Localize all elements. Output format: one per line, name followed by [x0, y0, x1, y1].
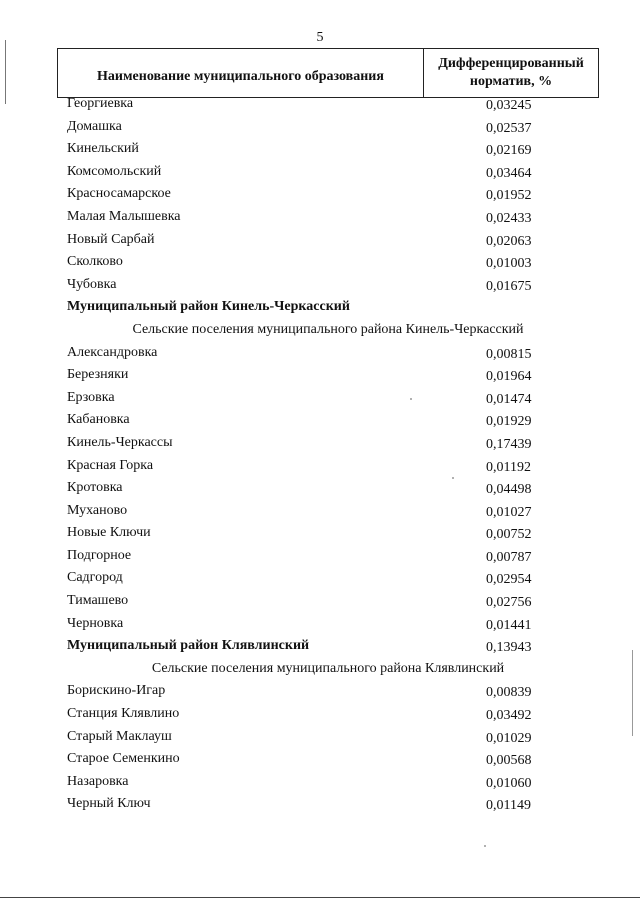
settlement-name: Черный Ключ: [67, 796, 151, 812]
settlement-name: Сколково: [67, 254, 123, 270]
norm-value: 0,01964: [486, 369, 532, 385]
settlement-name: Красносамарское: [67, 186, 171, 202]
norm-value: 0,01027: [486, 504, 532, 520]
table-row: [0, 275, 640, 298]
subheading-row: [0, 659, 640, 682]
norm-value: 0,17439: [486, 436, 532, 452]
district-heading-row: [0, 297, 640, 320]
table-row: [0, 162, 640, 185]
table-row: [0, 184, 640, 207]
settlement-name: Тимашево: [67, 593, 129, 609]
norm-value: 0,04498: [486, 482, 532, 498]
table-row: [0, 794, 640, 817]
table-row: [0, 117, 640, 140]
settlement-name: Георгиевка: [67, 96, 134, 111]
settlement-name: Борискино-Игар: [67, 683, 166, 699]
table-row: [0, 704, 640, 727]
norm-value: 0,00752: [486, 527, 532, 543]
table-row: [0, 139, 640, 162]
settlement-name: Кинель-Черкассы: [67, 434, 173, 450]
table-row: [0, 433, 640, 456]
table-row: [0, 681, 640, 704]
settlement-name: Домашка: [67, 118, 122, 134]
norm-value: 0,01952: [486, 188, 532, 204]
settlement-name: Подгорное: [67, 547, 132, 563]
norm-value: 0,00568: [486, 753, 532, 769]
settlement-name: Старое Семенкино: [67, 751, 180, 767]
table-row: [0, 252, 640, 275]
settlement-name: Кротовка: [67, 480, 123, 496]
table-row: [0, 749, 640, 772]
table-row: [0, 546, 640, 569]
norm-value: 0,03492: [486, 708, 532, 724]
header-norm-line1: Дифференцированный: [438, 55, 584, 71]
table-row: [0, 591, 640, 614]
norm-value: 0,01060: [486, 775, 532, 791]
norm-value: 0,02433: [486, 210, 532, 226]
norm-value: 0,01441: [486, 617, 532, 633]
norm-value: 0,13943: [486, 640, 532, 656]
district-heading-row: [0, 636, 640, 659]
norm-value: 0,01675: [486, 278, 532, 294]
district-name: Муниципальный район Клявлинский: [67, 638, 310, 654]
norm-value: 0,02756: [486, 595, 532, 611]
table-row: [0, 343, 640, 366]
table-row: [0, 772, 640, 795]
settlement-name: Александровка: [67, 344, 158, 360]
table-header: [57, 48, 599, 98]
norm-value: 0,02169: [486, 143, 532, 159]
table-row: [0, 230, 640, 253]
table-row: [0, 727, 640, 750]
settlement-name: Комсомольский: [67, 163, 162, 179]
norm-value: 0,01474: [486, 391, 532, 407]
settlement-name: Черновка: [67, 615, 124, 631]
norm-value: 0,00839: [486, 685, 532, 701]
norm-value: 0,03464: [486, 165, 532, 181]
norm-value: 0,00815: [486, 346, 532, 362]
settlement-name: Муханово: [67, 502, 128, 518]
scan-bottom-line: [0, 897, 640, 898]
norm-value: 0,02954: [486, 572, 532, 588]
settlement-name: Кинельский: [67, 141, 139, 157]
norm-value: 0,01929: [486, 414, 532, 430]
settlement-name: Новые Ключи: [67, 525, 151, 541]
table-row: [0, 207, 640, 230]
page-number: 5: [316, 30, 324, 45]
table-row: [0, 388, 640, 411]
table-row: [0, 614, 640, 637]
norm-value: 0,01149: [486, 798, 531, 814]
table-row: [0, 365, 640, 388]
table-row: [0, 410, 640, 433]
norm-value: 0,00787: [486, 549, 532, 565]
table-row: [0, 456, 640, 479]
norm-value: 0,01003: [486, 256, 532, 272]
table-row: [0, 568, 640, 591]
table-body: [0, 94, 640, 817]
district-name: Муниципальный район Кинель-Черкасский: [67, 299, 350, 315]
norm-value: 0,01192: [486, 459, 531, 475]
settlement-name: Старый Маклауш: [67, 728, 172, 744]
header-name-column: Наименование муниципального образования: [58, 49, 424, 97]
header-norm-line2: норматив, %: [469, 74, 553, 89]
settlement-name: Станция Клявлино: [67, 706, 180, 722]
settlement-name: Садгород: [67, 570, 123, 586]
subheading-text: Сельские поселения муниципального района Кинель-Черкасский: [132, 321, 524, 337]
norm-value: 0,01029: [486, 730, 532, 746]
settlement-name: Березняки: [67, 367, 129, 383]
table-row: [0, 501, 640, 524]
table-row: [0, 478, 640, 501]
settlement-name: Красная Горка: [67, 457, 154, 473]
settlement-name: Малая Малышевка: [67, 208, 181, 224]
settlement-name: Ерзовка: [67, 389, 115, 405]
norm-value: 0,02537: [486, 120, 532, 136]
norm-value: 0,03245: [486, 98, 532, 113]
table-row: [0, 94, 640, 117]
settlement-name: Чубовка: [67, 276, 117, 292]
norm-value: 0,02063: [486, 233, 532, 249]
settlement-name: Кабановка: [67, 412, 130, 428]
subheading-text: Сельские поселения муниципального района Клявлинский: [151, 660, 505, 676]
settlement-name: Назаровка: [67, 773, 129, 789]
header-norm-column: [424, 49, 598, 97]
subheading-row: [0, 320, 640, 343]
scan-speck: [484, 845, 486, 847]
settlement-name: Новый Сарбай: [67, 231, 155, 247]
table-row: [0, 523, 640, 546]
